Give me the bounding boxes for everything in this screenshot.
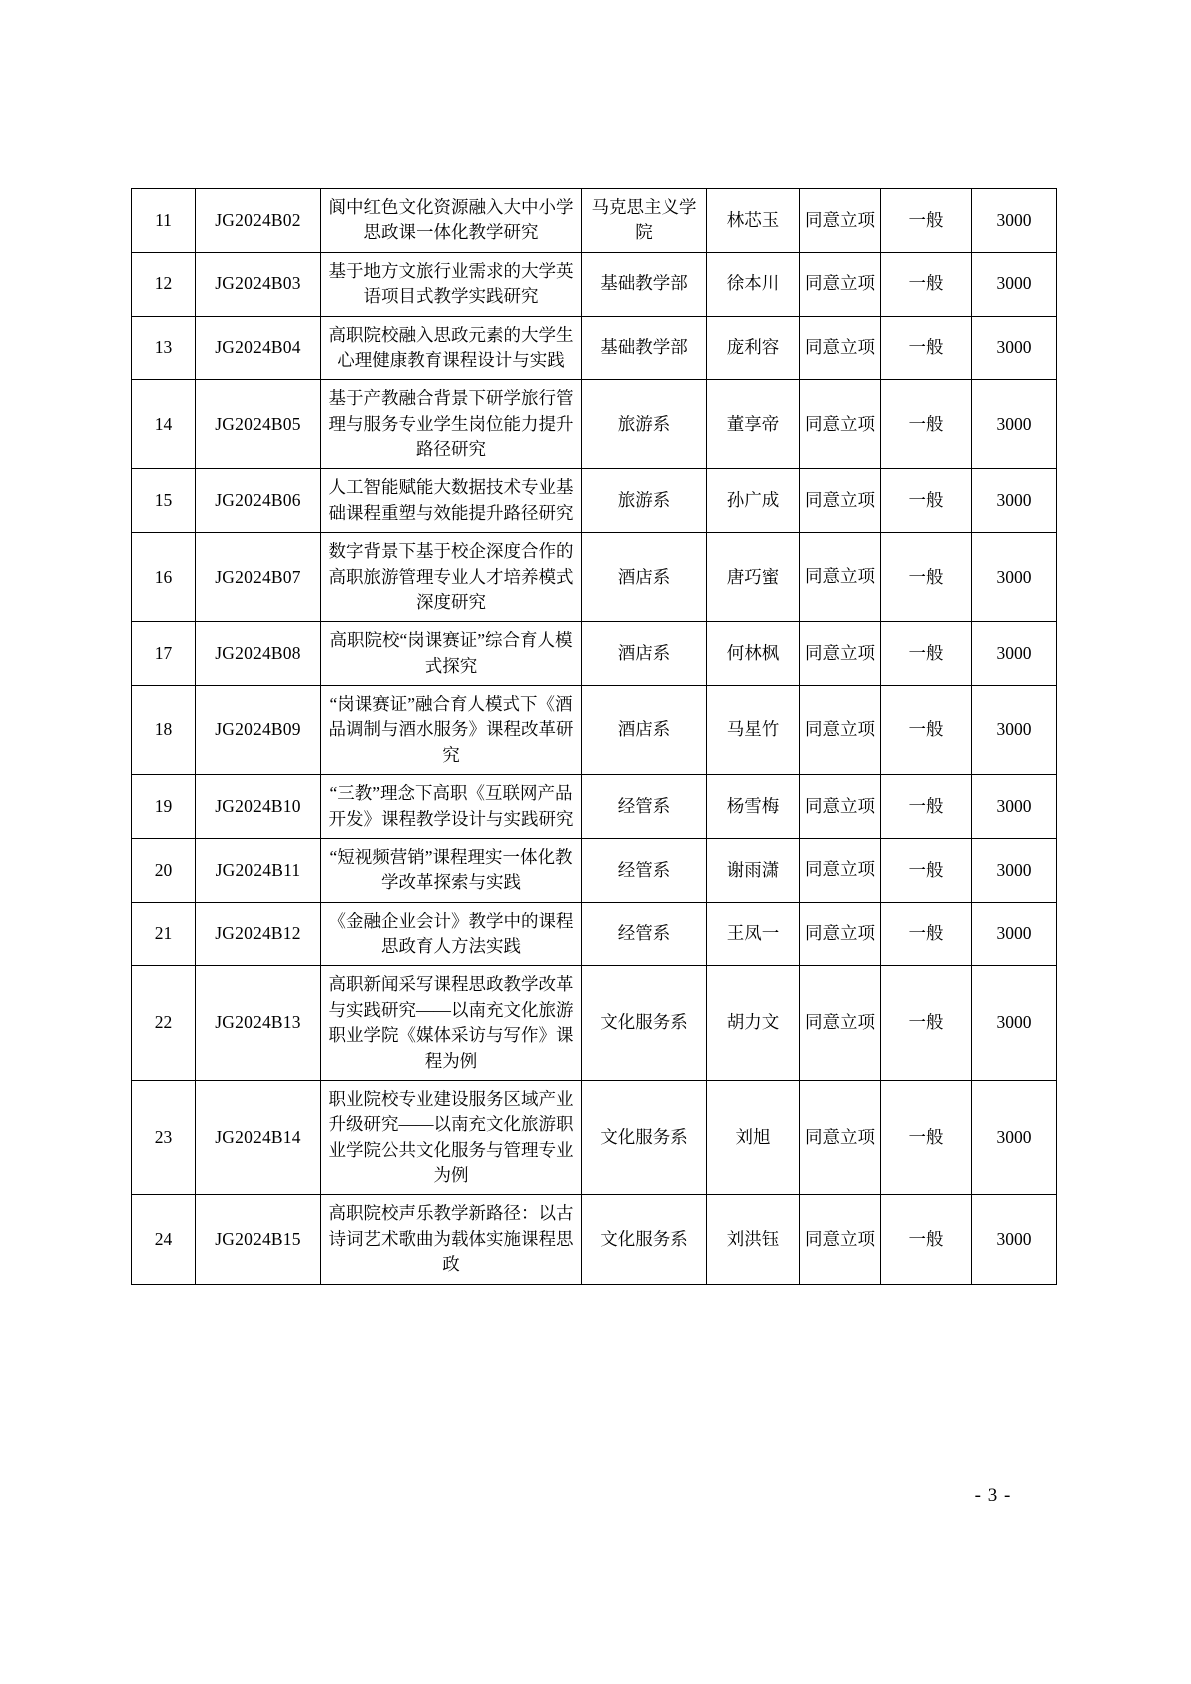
cell-title: 高职新闻采写课程思政教学改革与实践研究——以南充文化旅游职业学院《媒体采访与写作》课程为例 [321,966,582,1081]
status-text: 同意立项 [805,1126,875,1147]
cell-status [800,316,881,380]
cell-status [800,1080,881,1195]
status-text: 同意立项 [805,642,875,663]
table-body [132,189,1057,1285]
cell-no: 13 [132,316,196,380]
cell-person: 胡力文 [707,966,800,1081]
cell-title: “短视频营销”课程理实一体化教学改革探索与实践 [321,838,582,902]
table-row [132,1080,1057,1195]
cell-fund: 3000 [972,380,1057,469]
table-row [132,902,1057,966]
cell-level: 一般 [881,1195,972,1284]
cell-person: 董享帝 [707,380,800,469]
cell-fund: 3000 [972,316,1057,380]
cell-title: “岗课赛证”融合育人模式下《酒品调制与酒水服务》课程改革研究 [321,686,582,775]
cell-level: 一般 [881,1080,972,1195]
cell-level: 一般 [881,686,972,775]
cell-level: 一般 [881,966,972,1081]
cell-code: JG2024B15 [196,1195,321,1284]
table-row [132,469,1057,533]
cell-status [800,380,881,469]
cell-fund: 3000 [972,189,1057,253]
cell-title: 基于产教融合背景下研学旅行管理与服务专业学生岗位能力提升路径研究 [321,380,582,469]
cell-person: 谢雨潇 [707,838,800,902]
cell-code: JG2024B10 [196,775,321,839]
cell-no: 22 [132,966,196,1081]
cell-fund: 3000 [972,1195,1057,1284]
table-row [132,686,1057,775]
cell-level: 一般 [881,775,972,839]
cell-code: JG2024B09 [196,686,321,775]
cell-fund: 3000 [972,966,1057,1081]
status-text: 同意立项 [805,209,875,230]
cell-fund: 3000 [972,902,1057,966]
cell-person: 杨雪梅 [707,775,800,839]
cell-dept: 文化服务系 [582,1195,707,1284]
page-number [0,1485,1191,1507]
cell-no: 16 [132,533,196,622]
status-text: 同意立项 [805,795,875,816]
cell-code: JG2024B06 [196,469,321,533]
cell-dept: 基础教学部 [582,252,707,316]
cell-status [800,775,881,839]
cell-status [800,252,881,316]
page-number-text: - 3 - [974,1485,1012,1506]
cell-no: 17 [132,622,196,686]
cell-fund: 3000 [972,469,1057,533]
cell-code: JG2024B02 [196,189,321,253]
cell-code: JG2024B04 [196,316,321,380]
cell-dept: 旅游系 [582,469,707,533]
status-text: 同意立项 [805,413,875,434]
cell-status [800,966,881,1081]
cell-status [800,1195,881,1284]
cell-dept: 文化服务系 [582,966,707,1081]
cell-no: 24 [132,1195,196,1284]
cell-level: 一般 [881,469,972,533]
cell-person: 庞利容 [707,316,800,380]
table-row [132,1195,1057,1284]
cell-no: 14 [132,380,196,469]
cell-no: 19 [132,775,196,839]
status-text: 同意立项 [805,1228,875,1249]
table-row [132,775,1057,839]
cell-no: 20 [132,838,196,902]
cell-fund: 3000 [972,622,1057,686]
cell-title: 高职院校“岗课赛证”综合育人模式探究 [321,622,582,686]
status-text: 同意立项 [805,566,875,587]
cell-level: 一般 [881,902,972,966]
project-approval-table [131,188,1057,1285]
status-text: 同意立项 [805,489,875,510]
project-table-container [131,188,1032,1285]
cell-dept: 基础教学部 [582,316,707,380]
cell-title: 高职院校融入思政元素的大学生心理健康教育课程设计与实践 [321,316,582,380]
cell-dept: 经管系 [582,775,707,839]
cell-fund: 3000 [972,533,1057,622]
table-row [132,316,1057,380]
cell-person: 林芯玉 [707,189,800,253]
cell-dept: 经管系 [582,902,707,966]
cell-person: 孙广成 [707,469,800,533]
cell-code: JG2024B05 [196,380,321,469]
status-text: 同意立项 [805,719,875,740]
cell-code: JG2024B14 [196,1080,321,1195]
cell-title: 基于地方文旅行业需求的大学英语项目式教学实践研究 [321,252,582,316]
cell-dept: 旅游系 [582,380,707,469]
cell-status [800,902,881,966]
cell-dept: 酒店系 [582,622,707,686]
cell-person: 何林枫 [707,622,800,686]
cell-level: 一般 [881,838,972,902]
cell-code: JG2024B07 [196,533,321,622]
cell-dept: 酒店系 [582,686,707,775]
cell-status [800,533,881,622]
cell-status [800,686,881,775]
cell-level: 一般 [881,533,972,622]
cell-person: 马星竹 [707,686,800,775]
cell-status [800,469,881,533]
status-text: 同意立项 [805,1012,875,1033]
cell-no: 12 [132,252,196,316]
cell-fund: 3000 [972,838,1057,902]
cell-code: JG2024B12 [196,902,321,966]
table-row [132,380,1057,469]
cell-dept: 马克思主义学院 [582,189,707,253]
cell-level: 一般 [881,252,972,316]
cell-code: JG2024B03 [196,252,321,316]
cell-fund: 3000 [972,686,1057,775]
cell-no: 23 [132,1080,196,1195]
cell-fund: 3000 [972,775,1057,839]
cell-fund: 3000 [972,1080,1057,1195]
cell-dept: 文化服务系 [582,1080,707,1195]
cell-code: JG2024B13 [196,966,321,1081]
status-text: 同意立项 [805,859,875,880]
cell-level: 一般 [881,622,972,686]
table-row [132,189,1057,253]
table-row [132,622,1057,686]
status-text: 同意立项 [805,273,875,294]
status-text: 同意立项 [805,337,875,358]
cell-title: 《金融企业会计》教学中的课程思政育人方法实践 [321,902,582,966]
cell-status [800,838,881,902]
cell-person: 唐巧蜜 [707,533,800,622]
cell-level: 一般 [881,380,972,469]
cell-no: 15 [132,469,196,533]
table-row [132,533,1057,622]
cell-person: 王凤一 [707,902,800,966]
cell-code: JG2024B08 [196,622,321,686]
cell-person: 徐本川 [707,252,800,316]
cell-title: 高职院校声乐教学新路径：以古诗词艺术歌曲为载体实施课程思政 [321,1195,582,1284]
cell-title: “三教”理念下高职《互联网产品开发》课程教学设计与实践研究 [321,775,582,839]
table-row [132,252,1057,316]
cell-dept: 经管系 [582,838,707,902]
cell-no: 21 [132,902,196,966]
cell-level: 一般 [881,189,972,253]
cell-code: JG2024B11 [196,838,321,902]
cell-title: 职业院校专业建设服务区域产业升级研究——以南充文化旅游职业学院公共文化服务与管理专业为例 [321,1080,582,1195]
cell-level: 一般 [881,316,972,380]
cell-dept: 酒店系 [582,533,707,622]
cell-status [800,189,881,253]
cell-title: 数字背景下基于校企深度合作的高职旅游管理专业人才培养模式深度研究 [321,533,582,622]
cell-title: 人工智能赋能大数据技术专业基础课程重塑与效能提升路径研究 [321,469,582,533]
cell-no: 11 [132,189,196,253]
cell-fund: 3000 [972,252,1057,316]
table-row [132,838,1057,902]
cell-status [800,622,881,686]
status-text: 同意立项 [805,923,875,944]
cell-person: 刘旭 [707,1080,800,1195]
cell-no: 18 [132,686,196,775]
cell-title: 阆中红色文化资源融入大中小学思政课一体化教学研究 [321,189,582,253]
cell-person: 刘洪钰 [707,1195,800,1284]
table-row [132,966,1057,1081]
